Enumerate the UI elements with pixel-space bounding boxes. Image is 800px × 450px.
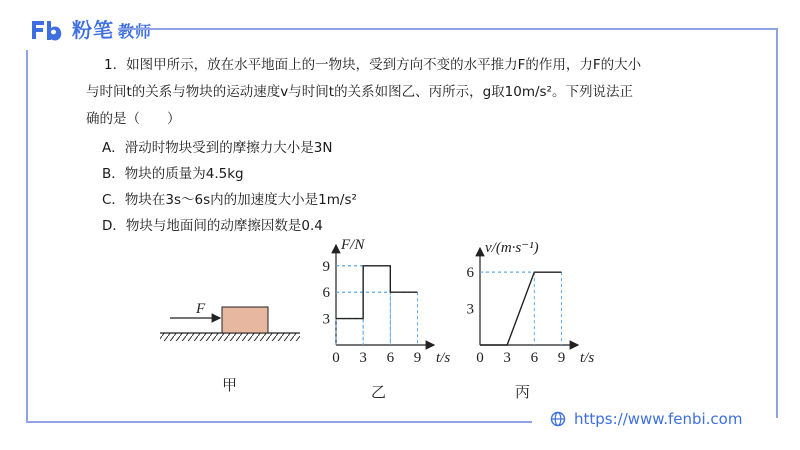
chart-yi bbox=[323, 237, 451, 401]
caption-jia: 甲 bbox=[222, 376, 238, 394]
globe-icon bbox=[550, 411, 566, 427]
brand-name: 粉笔 教师 bbox=[72, 18, 153, 42]
series-line bbox=[480, 272, 561, 345]
y-tick-label: 6 bbox=[466, 265, 474, 282]
x-tick-label: 9 bbox=[413, 350, 422, 366]
chart-caption: 乙 bbox=[371, 383, 387, 401]
question-line-1: 1．如图甲所示，放在水平地面上的一物块，受到方向不变的水平推力F的作用，力F的大小 bbox=[104, 57, 642, 73]
force-label: F bbox=[196, 301, 206, 317]
x-tick-label: 0 bbox=[332, 350, 340, 366]
option-d[interactable]: D．物块与地面间的动摩擦因数是0.4 bbox=[102, 218, 323, 234]
x-axis-label: t/s bbox=[580, 350, 595, 366]
option-a[interactable]: A．滑动时物块受到的摩擦力大小是3N bbox=[102, 140, 333, 156]
chart-bing bbox=[467, 240, 595, 401]
x-axis-label: t/s bbox=[436, 350, 451, 366]
y-tick-label: 3 bbox=[322, 311, 330, 328]
y-axis-label: v/(m·s⁻¹) bbox=[485, 240, 539, 256]
block bbox=[222, 307, 268, 333]
ground-hatch bbox=[160, 333, 300, 341]
y-tick-label: 9 bbox=[322, 258, 330, 275]
y-axis-label: F/N bbox=[341, 237, 365, 253]
x-tick-label: 0 bbox=[476, 350, 484, 366]
x-tick-label: 9 bbox=[557, 350, 566, 366]
footer-url-text[interactable]: https://www.fenbi.com bbox=[574, 410, 743, 428]
brand-sub: 教师 bbox=[118, 22, 153, 41]
x-tick-label: 3 bbox=[359, 350, 367, 366]
x-tick-label: 6 bbox=[530, 350, 539, 366]
x-tick-label: 3 bbox=[503, 350, 511, 366]
figure-jia bbox=[160, 301, 300, 394]
y-tick-label: 3 bbox=[466, 301, 474, 318]
question-line-2: 与时间t的关系与物块的运动速度v与时间t的关系如图乙、丙所示，g取10m/s²。下列说法正 bbox=[86, 84, 633, 100]
option-b[interactable]: B．物块的质量为4.5kg bbox=[102, 166, 244, 182]
option-c[interactable]: C．物块在3s～6s内的加速度大小是1m/s² bbox=[102, 192, 357, 208]
x-tick-label: 6 bbox=[386, 350, 395, 366]
y-tick-label: 6 bbox=[322, 285, 330, 302]
question-line-3: 确的是（ ） bbox=[86, 111, 181, 127]
footer-url[interactable] bbox=[550, 410, 742, 428]
chart-caption: 丙 bbox=[515, 383, 531, 401]
